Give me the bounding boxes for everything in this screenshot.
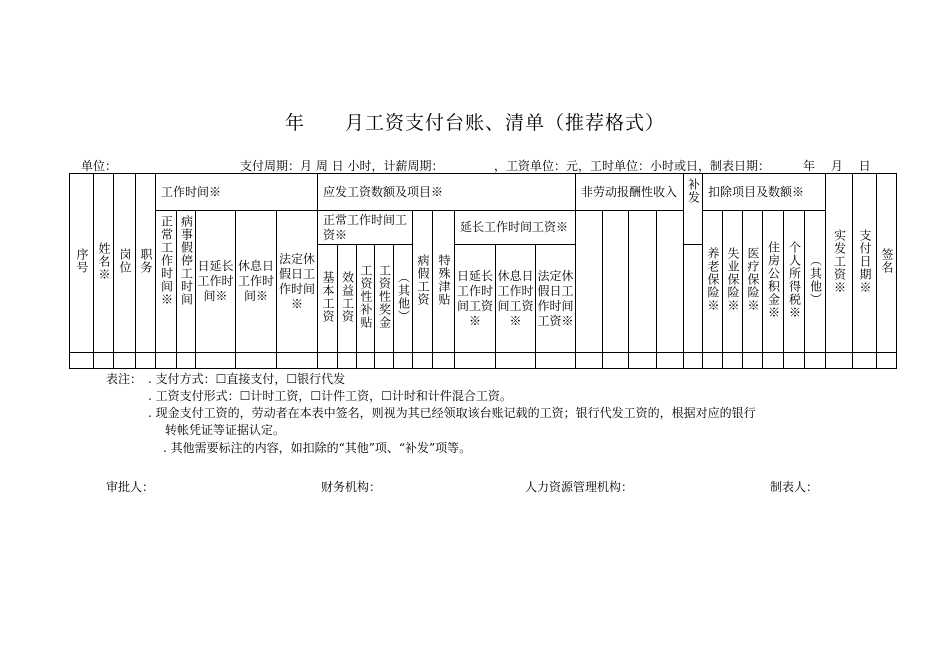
header-base-pay: 基本工资 bbox=[318, 245, 338, 353]
unit-label: 单位： bbox=[81, 159, 118, 173]
header-ext-pay: 延长工作时间工资※ bbox=[455, 211, 576, 245]
header-normal-hours: 正常工作时间※ bbox=[156, 211, 177, 353]
header-housing-fund: 住房公积金※ bbox=[763, 211, 784, 353]
header-pay-other: （其他） bbox=[394, 245, 413, 353]
header-seq: 序号 bbox=[70, 174, 94, 353]
date-fields: 年 月 日 bbox=[803, 159, 871, 173]
header-ext-holiday-hours: 法定休假日工作时间※ bbox=[277, 211, 318, 353]
note-other-items: . 其他需要标注的内容，如扣除的“其他”项、“补发”项等。 bbox=[163, 441, 472, 455]
pay-period-label: 支付周期：月 周 日 小时，计薪周期： bbox=[240, 159, 444, 173]
header-payable: 应发工资数额及项目※ bbox=[318, 174, 576, 211]
header-actual-pay: 实发工资※ bbox=[826, 174, 853, 353]
finance-dept-label: 财务机构： bbox=[321, 480, 382, 494]
header-unemployment: 失业保险※ bbox=[723, 211, 743, 353]
header-pension: 养老保险※ bbox=[703, 211, 723, 353]
blank-cell bbox=[657, 211, 684, 353]
header-bonus: 工资性奖金 bbox=[375, 245, 394, 353]
note-cash-payment: . 现金支付工资的，劳动者在本表中签名，则视为其已经领取该台账记载的工资；银行代发工资的，根据对应的银行 bbox=[148, 406, 756, 420]
wage-unit-label: ，工资单位：元，工时单位：小时或日，制表日期： bbox=[494, 159, 771, 173]
header-pay-date: 支付日期※ bbox=[853, 174, 877, 353]
note-payment-form: . 工资支付形式：☐计时工资，☐计件工资，☐计时和计件混合工资。 bbox=[148, 389, 512, 403]
header-sick-pay: 病假工资 bbox=[413, 211, 433, 353]
page-title: 年 月工资支付台账、清单（推荐格式） bbox=[284, 112, 665, 134]
header-name: 姓名※ bbox=[94, 174, 114, 353]
header-medical: 医疗保险※ bbox=[743, 211, 763, 353]
header-duty: 职务 bbox=[136, 174, 156, 353]
header-allowance: 工资性补贴 bbox=[357, 245, 375, 353]
table-row bbox=[70, 353, 897, 369]
header-ext-workday-pay: 日延长工作时间工资※ bbox=[455, 245, 496, 353]
header-makeup-pay: 补发 bbox=[684, 174, 703, 245]
header-normal-pay: 正常工作时间工资※ bbox=[318, 211, 413, 245]
approver-label: 审批人： bbox=[106, 480, 155, 494]
header-ext-workday-hours: 日延长工作时间※ bbox=[196, 211, 236, 353]
header-ext-restday-pay: 休息日工作时间工资※ bbox=[496, 245, 536, 353]
makeup-blank-cell bbox=[684, 245, 703, 353]
header-deductions: 扣除项目及数额※ bbox=[703, 174, 826, 211]
blank-cell bbox=[629, 211, 657, 353]
header-signature: 签名 bbox=[877, 174, 897, 353]
blank-cell bbox=[603, 211, 629, 353]
header-sick-leave-hours: 病事假停工时间 bbox=[177, 211, 196, 353]
preparer-label: 制表人： bbox=[770, 480, 819, 494]
notes-label: 表注： bbox=[106, 372, 143, 386]
header-deduct-other: （其他） bbox=[805, 211, 826, 353]
header-post: 岗位 bbox=[114, 174, 136, 353]
header-ext-holiday-pay: 法定休假日工作时间工资※ bbox=[536, 245, 576, 353]
header-work-time: 工作时间※ bbox=[156, 174, 318, 211]
header-ext-restday-hours: 休息日工作时间※ bbox=[236, 211, 277, 353]
hr-dept-label: 人力资源管理机构： bbox=[525, 480, 634, 494]
blank-cell bbox=[576, 211, 603, 353]
note-payment-method: . 支付方式：☐直接支付，☐银行代发 bbox=[148, 372, 346, 386]
header-special-allowance: 特殊津贴 bbox=[433, 211, 455, 353]
header-income-tax: 个人所得税※ bbox=[784, 211, 805, 353]
wage-ledger-table bbox=[69, 173, 897, 369]
header-non-labor-income: 非劳动报酬性收入 bbox=[576, 174, 684, 211]
header-performance-pay: 效益工资 bbox=[338, 245, 357, 353]
note-cash-payment-cont: 转帐凭证等证据认定。 bbox=[165, 423, 286, 437]
